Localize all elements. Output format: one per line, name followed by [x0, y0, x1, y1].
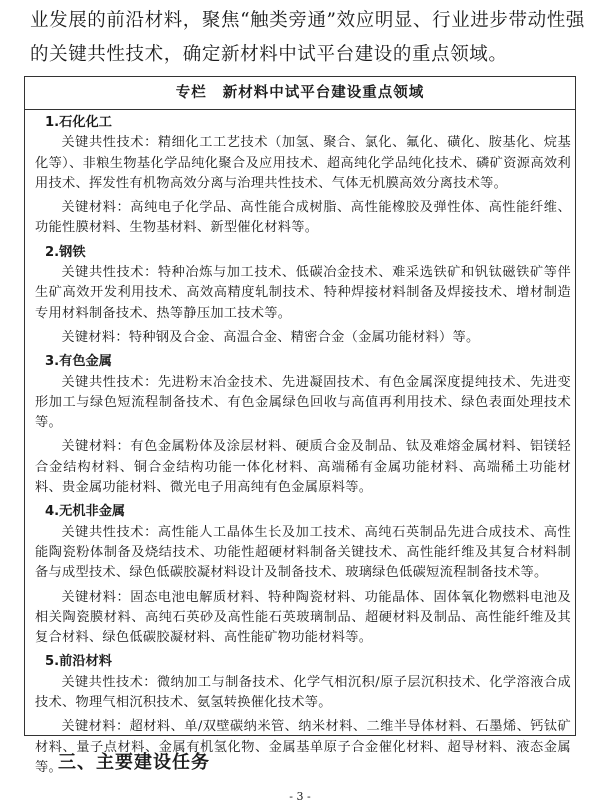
- paragraph-label: 关键材料：: [61, 719, 130, 735]
- section-paragraph: [35, 263, 571, 324]
- feature-box-title-prefix: 专栏: [175, 85, 207, 101]
- page-number: - 3 -: [289, 790, 311, 803]
- paragraph-label: 关键共性技术：: [61, 374, 158, 390]
- paragraph-text: 先进粉末冶金技术、先进凝固技术、有色金属深度提纯技术、先进变形加工与绿色短流程制备技术、有色金属绿色回收与高值再利用技术、绿色表面处理技术等。: [35, 374, 571, 431]
- paragraph-text: 超材料、单/双壁碳纳米管、纳米材料、二维半导体材料、石墨烯、钙钛矿材料、量子点材料、金属有机氢化物、金属基单原子合金催化材料、超导材料、液态金属等。: [35, 719, 572, 775]
- section-paragraph: [35, 133, 571, 194]
- feature-box-body: [25, 110, 575, 778]
- section-petrochemical: [35, 113, 571, 239]
- paragraph-text: 高纯电子化学品、高性能合成树脂、高性能橡胶及弹性体、高性能纤维、功能性膜材料、生物基材料、新型催化材料等。: [35, 200, 571, 236]
- paragraph-text: 精细化工工艺技术（加氢、聚合、氯化、氟化、磺化、胺基化、烷基化等）、非粮生物基化学品纯化聚合及应用技术、超高纯化学品纯化技术、磷矿资源高效利用技术、挥发性有机物高效分离与治理共性技术、气体无机膜高效分离技术等。: [35, 135, 571, 191]
- section-steel: [35, 243, 571, 348]
- paragraph-label: 关键共性技术：: [61, 265, 158, 281]
- section-title: 2.钢铁: [45, 244, 86, 260]
- paragraph-text: 特种冶炼与加工技术、低碳冶金技术、难采选铁矿和钒钛磁铁矿等伴生矿高效开发利用技术、高效高精度轧制技术、特种焊接材料制备及焊接技术、增材制造专用材料制备技术、热等静压加工技术等。: [35, 265, 571, 321]
- paragraph-label: 关键材料：: [61, 439, 131, 455]
- section-inorganic-nonmetal: [35, 502, 571, 648]
- paragraph-label: 关键共性技术：: [61, 135, 158, 151]
- paragraph-text: 特种钢及合金、高温合金、精密合金（金属功能材料）等。: [128, 329, 480, 345]
- section-title: 5.前沿材料: [45, 654, 112, 670]
- intro-paragraph: 业发展的前沿材料，聚焦“触类旁通”效应明显、行业进步带动性强的关键共性技术，确定新材料中试平台建设的重点领域。: [30, 10, 585, 65]
- paragraph-text: 固态电池电解质材料、特种陶瓷材料、功能晶体、固体氧化物燃料电池及相关陶瓷膜材料、高纯石英砂及高性能石英玻璃制品、超硬材料及制品、高性能纤维及其复合材料、绿色低碳胶凝材料、高性能矿物功能材料等。: [35, 589, 571, 646]
- section-heading: 三、主要建设任务: [58, 752, 210, 773]
- paragraph-text: 有色金属粉体及涂层材料、硬质合金及制品、钛及难熔金属材料、铝镁轻合金结构材料、铜合金结构功能一体化材料、高端稀有金属功能材料、高端稀土功能材料、贵金属功能材料、微光电子用高纯有色金属原料等。: [35, 439, 571, 496]
- section-paragraph: [35, 523, 571, 584]
- feature-box-title: [25, 77, 575, 110]
- section-nonferrous: [35, 352, 571, 498]
- section-paragraph: [35, 198, 571, 239]
- section-paragraph: [35, 588, 571, 649]
- section-paragraph: [35, 673, 571, 714]
- paragraph-label: 关键材料：: [61, 589, 131, 605]
- section-paragraph: [35, 328, 571, 348]
- paragraph-label: 关键共性技术：: [61, 674, 157, 690]
- paragraph-label: 关键材料：: [61, 200, 131, 216]
- paragraph-label: 关键材料：: [61, 329, 129, 345]
- feature-box-title-text: 新材料中试平台建设重点领域: [222, 85, 425, 101]
- section-paragraph: [35, 437, 571, 498]
- paragraph-text: 高性能人工晶体生长及加工技术、高纯石英制品先进合成技术、高性能陶瓷粉体制备及烧结技术、功能性超硬材料制备关键技术、高性能纤维及其复合材料制备与成型技术、绿色低碳胶凝材料设计及制备技术、玻璃绿色低碳短流程制备技术等。: [35, 524, 571, 581]
- section-paragraph: [35, 373, 571, 434]
- section-title: 1.石化化工: [45, 115, 112, 130]
- section-title: 4.无机非金属: [45, 504, 126, 520]
- section-title: 3.有色金属: [45, 354, 112, 370]
- paragraph-text: 微纳加工与制备技术、化学气相沉积/原子层沉积技术、化学溶液合成技术、物理气相沉积技术、氨氢转换催化技术等。: [35, 674, 571, 711]
- paragraph-label: 关键共性技术：: [61, 524, 158, 540]
